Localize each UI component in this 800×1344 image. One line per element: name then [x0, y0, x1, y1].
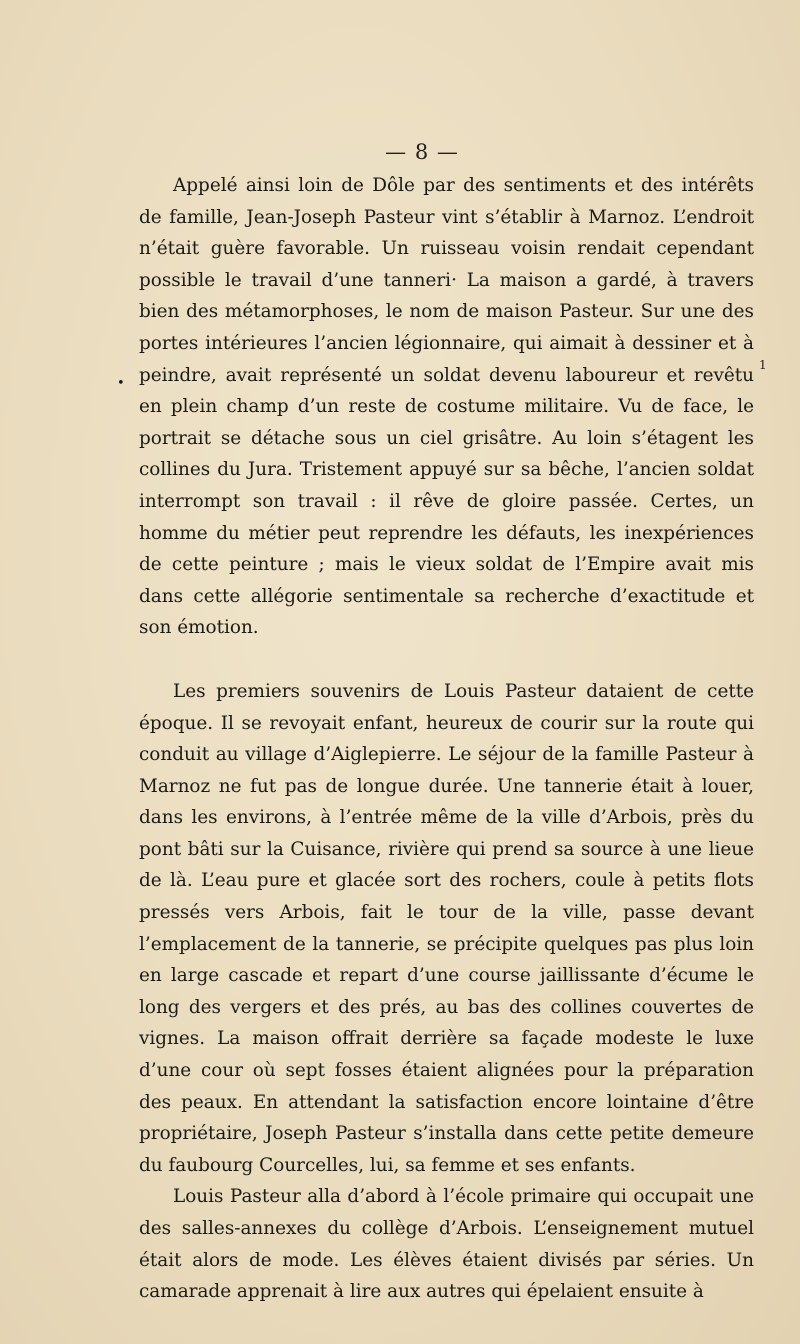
margin-bullet-mark: •: [117, 376, 125, 391]
paragraph-2: Les premiers souvenirs de Louis Pasteur dataient de cette époque. Il se revoyait enfant, heureux de courir sur la route qui conduit au village d’Aiglepierre. Le séjour de la famille Pasteur à Marnoz ne fut pas de longue durée. Une tannerie était à louer, dans les environs, à l’entrée même de la ville d’Arbois, près du pont bâti sur la Cuisance, rivière qui prend sa source à une lieue de là. L’eau pure et glacée sort des rochers, coule à petits flots pressés vers Arbois, fait le tour de la ville, passe devant l’emplacement de la tannerie, se précipite quelques pas plus loin en large cascade et repart d’une course jaillissante d’écume le long des vergers et des prés, au bas des collines couvertes de vignes. La maison offrait derrière sa façade modeste le luxe d’une cour où sept fosses étaient alignées pour la préparation des peaux. En attendant la satisfaction encore lointaine d’être propriétaire, Joseph Pasteur s’installa dans cette petite demeure du faubourg Courcelles, lui, sa femme et ses enfants.: [139, 680, 754, 1176]
page-number: — 8 —: [385, 140, 459, 164]
margin-note-mark: 1: [759, 358, 767, 372]
paragraph-1: Appelé ainsi loin de Dôle par des sentiments et des intérêts de famille, Jean-Joseph Pasteur vint s’établir à Marnoz. L’endroit n’était guère favorable. Un ruisseau voisin rendait cependant possible le travail d’une tanneri· La maison a gardé, à travers bien des métamorphoses, le nom de maison Pasteur. Sur une des portes intérieures l’ancien légionnaire, qui aimait à dessiner et à peindre, avait représenté un soldat devenu laboureur et revêtu en plein champ d’un reste de costume militaire. Vu de face, le portrait se détache sous un ciel grisâtre. Au loin s’étagent les collines du Jura. Tristement appuyé sur sa bêche, l’ancien soldat interrompt son travail : il rêve de gloire passée. Certes, un homme du métier peut reprendre les défauts, les inexpériences de cette peinture ; mais le vieux soldat de l’Empire avait mis dans cette allégorie sentimentale sa recherche d’exactitude et son émotion.: [139, 175, 754, 639]
body-text: [139, 170, 754, 1308]
paragraph-3: Louis Pasteur alla d’abord à l’école primaire qui occupait une des salles-annexes du collège d’Arbois. L’enseignement mutuel était alors de mode. Les élèves étaient divisés par séries. Un camarade apprenait à lire aux autres qui épelaient ensuite à: [139, 1186, 754, 1303]
